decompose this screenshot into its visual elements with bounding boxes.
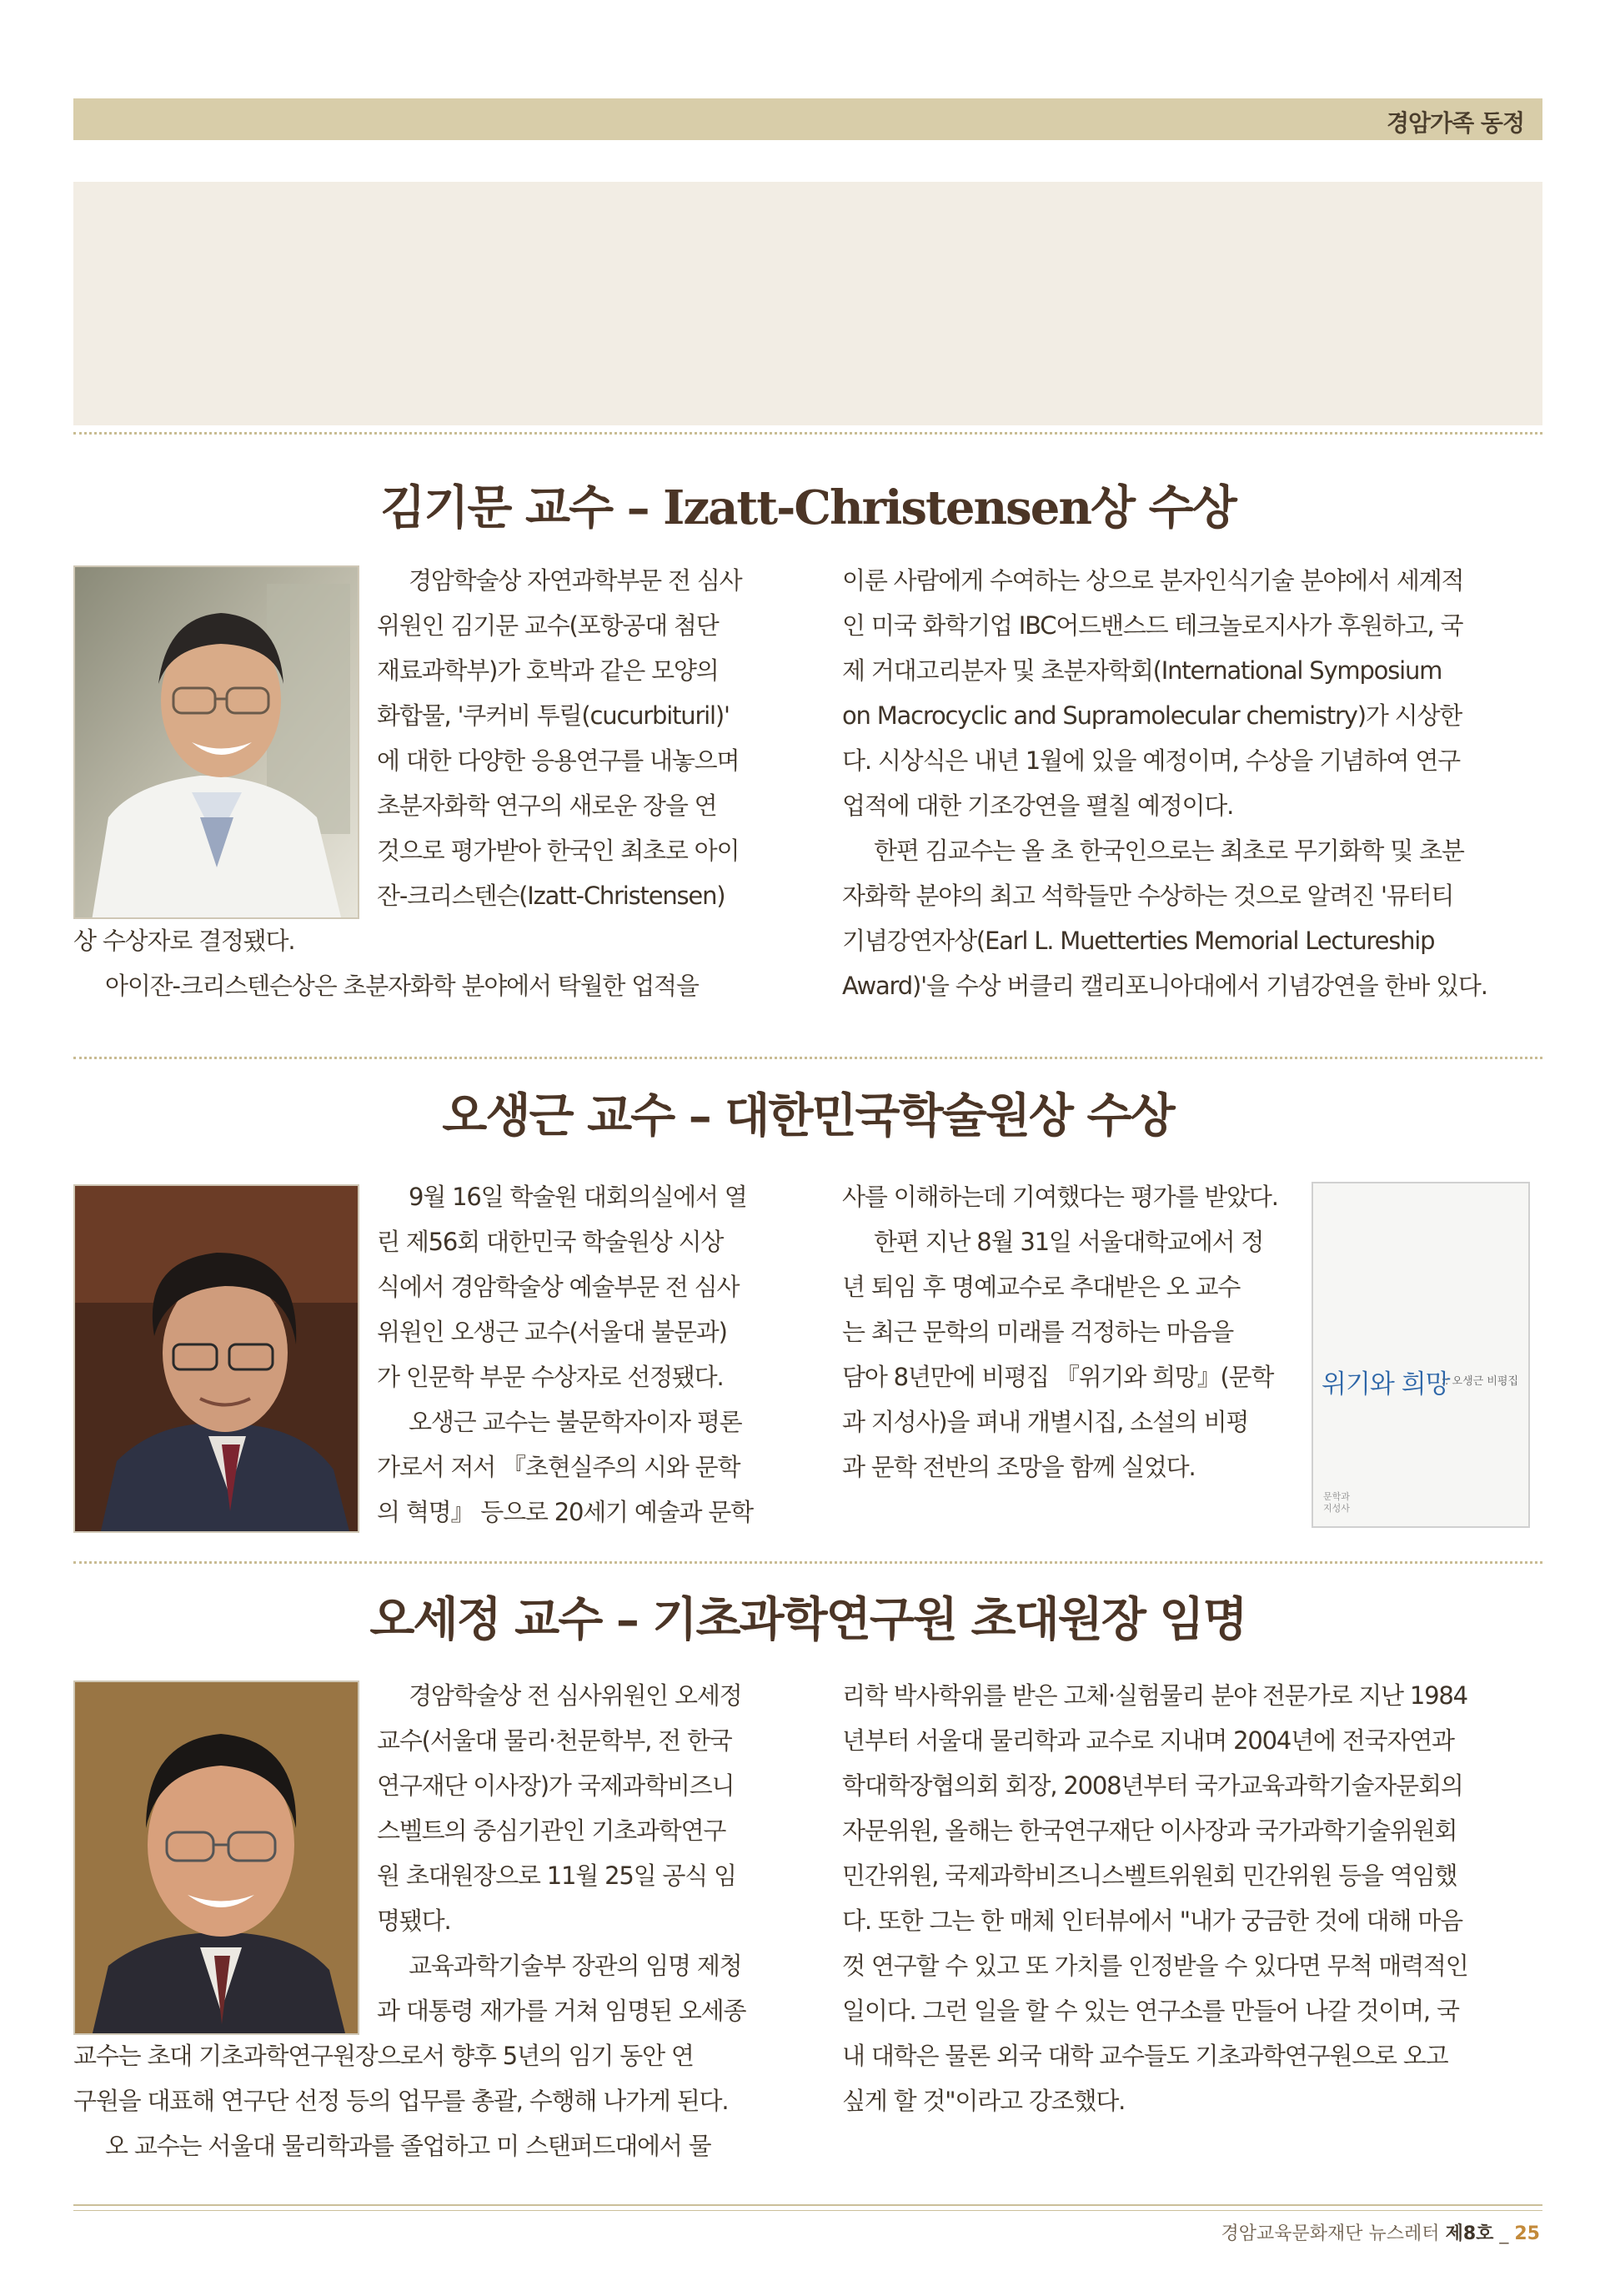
text-line: 이룬 사람에게 수여하는 상으로 분자인식기술 분야에서 세계적 [842, 566, 1464, 595]
article-3-right-column [842, 1673, 1542, 2123]
text-line: 과 대통령 재가를 거쳐 임명된 오세종 [377, 1997, 746, 2025]
divider [73, 1561, 1542, 1564]
portrait-image [75, 1186, 359, 1533]
page-footer [1221, 2219, 1540, 2245]
text-line: 교수는 초대 기초과학연구원장으로서 향후 5년의 임기 동안 연 [73, 2042, 694, 2070]
text-line: 위원인 오생근 교수(서울대 불문과) [377, 1318, 727, 1346]
text-line: 과 지성사)을 펴내 개별시집, 소설의 비평 [842, 1408, 1249, 1436]
article-3-left-continued [73, 2033, 781, 2168]
text-line: 잔-크리스텐슨(Izatt-Christensen) [377, 882, 725, 910]
book-subtitle: :: 오생근 비평집 [1441, 1375, 1518, 1388]
article-2-right-column [842, 1174, 1299, 1490]
text-line: 화합물, '쿠커비 투릴(cucurbituril)' [377, 701, 730, 730]
text-line: 사를 이해하는데 기여했다는 평가를 받았다. [842, 1183, 1278, 1211]
text-line: 위원인 김기문 교수(포항공대 첨단 [377, 611, 719, 640]
text-line: 내 대학은 물론 외국 대학 교수들도 기초과학연구원으로 오고 [842, 2042, 1448, 2070]
text-line: 아이잔-크리스텐슨상은 초분자화학 분야에서 탁월한 업적을 [105, 972, 699, 1000]
text-line: 자화학 분야의 최고 석학들만 수상하는 것으로 알려진 '뮤터티 [842, 882, 1454, 910]
article-title: 오생근 교수 – 대한민국학술원상 수상 [442, 1088, 1174, 1143]
text-line: 과 문학 전반의 조망을 함께 실었다. [842, 1453, 1196, 1481]
text-line: 일이다. 그런 일을 할 수 있는 연구소를 만들어 나갈 것이며, 국 [842, 1997, 1459, 2025]
text-line: 학대학장협의회 회장, 2008년부터 국가교육과학기술자문회의 [842, 1771, 1463, 1800]
text-line: 린 제56회 대한민국 학술원상 시상 [377, 1228, 724, 1256]
text-line: 한편 김교수는 올 초 한국인으로는 최초로 무기화학 및 초분 [874, 837, 1464, 865]
text-line: 재료과학부)가 호박과 같은 모양의 [377, 656, 719, 685]
text-line: 가로서 저서 『초현실주의 시와 문학 [377, 1453, 740, 1481]
text-line: 의 혁명』 등으로 20세기 예술과 문학 [377, 1498, 753, 1526]
article-title: 김기문 교수 – Izatt-Christensen상 수상 [380, 480, 1236, 535]
book-title: 위기와 희망 [1322, 1369, 1450, 1399]
text-line: 오생근 교수는 불문학자이자 평론 [409, 1408, 742, 1436]
article-1-left-continued [73, 918, 781, 1008]
text-line: 원 초대원장으로 11월 25일 공식 임 [377, 1861, 736, 1890]
article-1-left-column [377, 558, 781, 918]
text-line: 싶게 할 것"이라고 강조했다. [842, 2087, 1126, 2115]
text-line: 연구재단 이사장)가 국제과학비즈니 [377, 1771, 735, 1800]
photo-kim-kimoon [73, 565, 359, 919]
portrait-image [75, 567, 359, 919]
text-line: 는 최근 문학의 미래를 걱정하는 마음을 [842, 1318, 1234, 1346]
text-line: 업적에 대한 기조강연을 펼칠 예정이다. [842, 791, 1234, 820]
text-line: 교수(서울대 물리·천문학부, 전 한국 [377, 1726, 732, 1755]
text-line: 다. 또한 그는 한 매체 인터뷰에서 "내가 궁금한 것에 대해 마음 [842, 1907, 1462, 1935]
footer-separator: _ [1499, 2223, 1509, 2244]
divider [73, 1057, 1542, 1059]
text-line: 경암학술상 자연과학부문 전 심사 [409, 566, 742, 595]
issue-number: 제8호 [1445, 2223, 1494, 2244]
text-line: 민간위원, 국제과학비즈니스벨트위원회 민간위원 등을 역임했 [842, 1861, 1457, 1890]
article-1-right-column [842, 558, 1542, 1008]
text-line: 인 미국 화학기업 IBC어드밴스드 테크놀로지사가 후원하고, 국 [842, 611, 1463, 640]
article-3-left-column [377, 1673, 781, 2033]
text-line: 자문위원, 올해는 한국연구재단 이사장과 국가과학기술위원회 [842, 1816, 1457, 1845]
text-line: 스벨트의 중심기관인 기초과학연구 [377, 1816, 726, 1845]
text-line: 상 수상자로 결정됐다. [73, 927, 295, 955]
text-line: 년부터 서울대 물리학과 교수로 지내며 2004년에 전국자연과 [842, 1726, 1454, 1755]
text-line: 명됐다. [377, 1907, 451, 1935]
text-line: 한편 지난 8월 31일 서울대학교에서 정 [874, 1228, 1264, 1256]
portrait-image [75, 1682, 359, 2035]
photo-oh-saenggeun [73, 1184, 359, 1533]
photo-oh-sejung [73, 1681, 359, 2035]
text-line: 구원을 대표해 연구단 선정 등의 업무를 총괄, 수행해 나가게 된다. [73, 2087, 729, 2115]
text-line: 기념강연자상(Earl L. Muetterties Memorial Lectureship [842, 927, 1435, 955]
text-line: on Macrocyclic and Supramolecular chemistry)가 시상한 [842, 701, 1462, 730]
text-line: 가 인문학 부문 수상자로 선정됐다. [377, 1363, 724, 1391]
book-publisher: 문학과 지성사 [1323, 1491, 1350, 1514]
text-line: 에 대한 다양한 응용연구를 내놓으며 [377, 746, 740, 775]
section-header-bar [73, 98, 1542, 140]
page-number: 25 [1514, 2223, 1540, 2244]
text-line: 것으로 평가받아 한국인 최초로 아이 [377, 837, 740, 865]
divider [73, 432, 1542, 435]
text-line: 제 거대고리분자 및 초분자학회(International Symposium [842, 656, 1442, 685]
section-label: 경암가족 동정 [1386, 109, 1524, 137]
text-line: 담아 8년만에 비평집 『위기와 희망』(문학 [842, 1363, 1274, 1391]
footer-rule [73, 2210, 1542, 2211]
text-line: 년 퇴임 후 명예교수로 추대받은 오 교수 [842, 1273, 1241, 1301]
publication-name: 경암교육문화재단 뉴스레터 [1221, 2223, 1440, 2244]
footer-rule [73, 2204, 1542, 2206]
text-line: 오 교수는 서울대 물리학과를 졸업하고 미 스탠퍼드대에서 물 [105, 2132, 711, 2160]
article-2-left-column [377, 1174, 781, 1535]
book-cover [1312, 1182, 1530, 1528]
text-line: 경암학술상 전 심사위원인 오세정 [409, 1681, 742, 1710]
text-line: Award)'을 수상 버클리 캘리포니아대에서 기념강연을 한바 있다. [842, 972, 1487, 1000]
text-line: 다. 시상식은 내년 1월에 있을 예정이며, 수상을 기념하여 연구 [842, 746, 1460, 775]
banner-area [73, 182, 1542, 425]
text-line: 초분자화학 연구의 새로운 장을 연 [377, 791, 717, 820]
text-line: 9월 16일 학술원 대회의실에서 열 [409, 1183, 747, 1211]
text-line: 리학 박사학위를 받은 고체·실험물리 분야 전문가로 지난 1984 [842, 1681, 1467, 1710]
article-title: 오세정 교수 – 기초과학연구원 초대원장 임명 [369, 1592, 1246, 1647]
text-line: 교육과학기술부 장관의 임명 제청 [409, 1952, 742, 1980]
text-line: 식에서 경암학술상 예술부문 전 심사 [377, 1273, 740, 1301]
text-line: 껏 연구할 수 있고 또 가치를 인정받을 수 있다면 무척 매력적인 [842, 1952, 1468, 1980]
